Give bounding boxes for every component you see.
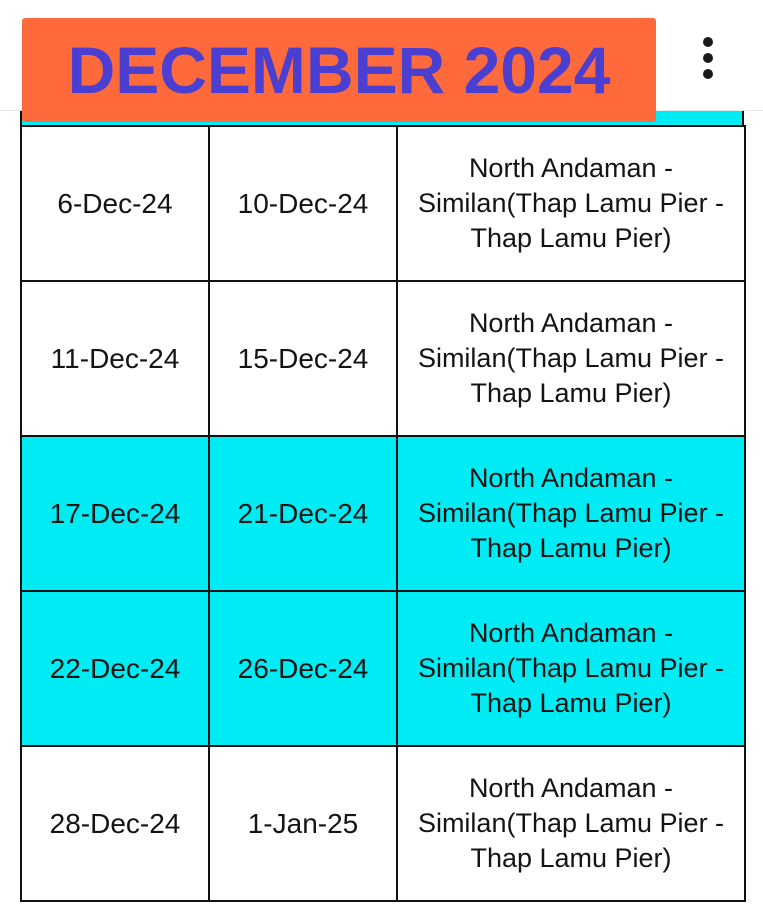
trip-route: North Andaman - Similan(Thap Lamu Pier - Thap Lamu Pier) (397, 436, 745, 591)
trip-end-date: 21-Dec-24 (209, 436, 397, 591)
table-row (21, 281, 745, 436)
trip-end-date: 26-Dec-24 (209, 591, 397, 746)
trip-route: North Andaman - Similan(Thap Lamu Pier - Thap Lamu Pier) (397, 281, 745, 436)
page-title: DECEMBER 2024 (67, 33, 611, 107)
trip-start-date: 28-Dec-24 (21, 746, 209, 901)
trip-route: North Andaman - Similan(Thap Lamu Pier - Thap Lamu Pier) (397, 746, 745, 901)
trip-end-date: 1-Jan-25 (209, 746, 397, 901)
month-banner (22, 18, 656, 122)
trip-route: North Andaman - Similan(Thap Lamu Pier - Thap Lamu Pier) (397, 126, 745, 281)
trip-route: North Andaman - Similan(Thap Lamu Pier - Thap Lamu Pier) (397, 591, 745, 746)
table-row (21, 591, 745, 746)
trip-end-date: 10-Dec-24 (209, 126, 397, 281)
trip-start-date: 11-Dec-24 (21, 281, 209, 436)
trip-start-date: 6-Dec-24 (21, 126, 209, 281)
table-row (21, 436, 745, 591)
trip-end-date: 15-Dec-24 (209, 281, 397, 436)
trip-start-date: 22-Dec-24 (21, 591, 209, 746)
more-vertical-icon-dot (703, 69, 713, 79)
table-row (21, 126, 745, 281)
more-vertical-icon (703, 37, 713, 47)
trip-schedule-table (20, 125, 746, 902)
more-vertical-icon-dot (703, 53, 713, 63)
table-row (21, 746, 745, 901)
more-options-button[interactable] (690, 34, 726, 82)
trip-start-date: 17-Dec-24 (21, 436, 209, 591)
